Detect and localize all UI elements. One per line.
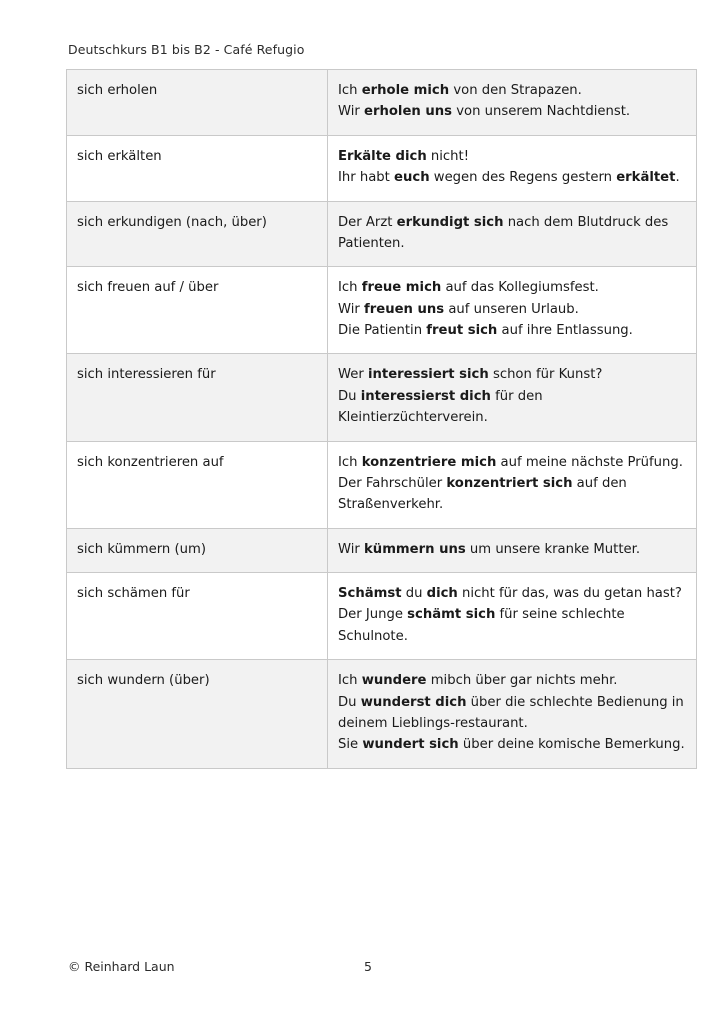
- example-text: schon für Kunst?: [488, 367, 603, 383]
- example-sentence: [338, 364, 686, 385]
- table-row: [67, 441, 697, 528]
- example-text: über deine komische Bemerkung.: [458, 737, 685, 753]
- example-sentence: [338, 80, 686, 101]
- table-row: [67, 267, 697, 354]
- example-text: auf den Straßenverkehr.: [338, 475, 627, 513]
- example-sentence: [338, 473, 686, 516]
- example-text: Du: [338, 388, 361, 404]
- example-text: für seine schlechte Schulnote.: [338, 607, 625, 644]
- example-highlight: wunderst dich: [360, 694, 467, 710]
- example-sentence: [338, 167, 686, 188]
- verb-cell: sich erholen: [67, 70, 328, 136]
- example-text: auf ihre Entlassung.: [497, 323, 633, 338]
- example-highlight: dich: [426, 586, 458, 601]
- example-text: Ihr habt: [338, 170, 395, 186]
- table-row: [67, 573, 697, 660]
- example-highlight: freue mich: [361, 280, 442, 296]
- example-highlight: kümmern uns: [364, 541, 466, 557]
- table-body: [67, 70, 697, 769]
- example-cell: [328, 135, 697, 201]
- example-highlight: freut sich: [426, 323, 498, 338]
- example-sentence: [338, 212, 686, 255]
- example-highlight: konzentriert sich: [446, 475, 573, 491]
- verb-cell: sich interessieren für: [67, 354, 328, 441]
- verb-cell: sich kümmern (um): [67, 528, 328, 572]
- table-row: [67, 528, 697, 572]
- example-highlight: interessierst dich: [360, 388, 491, 404]
- example-cell: [328, 70, 697, 136]
- example-sentence: [338, 386, 686, 429]
- table-row: [67, 201, 697, 267]
- example-text: wegen des Regens gestern: [429, 170, 617, 186]
- example-sentence: [338, 320, 686, 341]
- example-highlight: freuen uns: [364, 301, 445, 317]
- example-text: auf meine nächste Prüfung.: [496, 454, 683, 470]
- example-text: Ich: [338, 280, 362, 296]
- example-text: nicht für das, was du getan hast?: [457, 586, 682, 601]
- example-highlight: interessiert sich: [368, 367, 489, 383]
- example-sentence: [338, 583, 686, 604]
- example-text: Der Junge: [338, 607, 408, 623]
- document-header: Deutschkurs B1 bis B2 - Café Refugio: [68, 42, 305, 57]
- example-text: Wir: [338, 104, 365, 120]
- example-sentence: [338, 452, 686, 473]
- example-text: Du: [338, 694, 361, 710]
- verb-cell: sich wundern (über): [67, 660, 328, 769]
- example-text: Wer: [338, 367, 368, 383]
- example-sentence: [338, 692, 686, 735]
- example-text: Sie: [338, 737, 363, 753]
- example-cell: [328, 267, 697, 354]
- example-highlight: erkältet: [616, 170, 676, 186]
- example-sentence: [338, 539, 686, 560]
- example-text: nicht!: [426, 148, 469, 164]
- verb-cell: sich freuen auf / über: [67, 267, 328, 354]
- verb-cell: sich schämen für: [67, 573, 328, 660]
- table-row: [67, 135, 697, 201]
- example-text: für den Kleintierzüchterverein.: [338, 388, 543, 426]
- example-highlight: konzentriere mich: [361, 454, 497, 470]
- example-text: von unserem Nachtdienst.: [452, 104, 631, 120]
- example-highlight: euch: [394, 170, 430, 186]
- example-highlight: wundert sich: [362, 737, 459, 753]
- copyright-notice: © Reinhard Laun: [68, 959, 175, 974]
- example-sentence: [338, 101, 686, 122]
- table-row: [67, 354, 697, 441]
- example-highlight: erkundigt sich: [396, 214, 504, 230]
- example-text: auf das Kollegiumsfest.: [441, 280, 599, 296]
- example-text: um unsere kranke Mutter.: [465, 541, 641, 557]
- example-text: du: [401, 586, 427, 601]
- verb-cell: sich erkälten: [67, 135, 328, 201]
- example-cell: [328, 528, 697, 572]
- example-highlight: erhole mich: [361, 83, 450, 98]
- example-highlight: Erkälte dich: [338, 148, 427, 164]
- verb-cell: sich erkundigen (nach, über): [67, 201, 328, 267]
- example-sentence: [338, 734, 686, 755]
- example-text: nach dem Blutdruck des Patienten.: [338, 214, 669, 251]
- example-sentence: [338, 146, 686, 167]
- example-text: Wir: [338, 301, 365, 317]
- example-text: auf unseren Urlaub.: [444, 301, 579, 317]
- example-cell: [328, 354, 697, 441]
- verb-cell: sich konzentrieren auf: [67, 441, 328, 528]
- page-number: 5: [364, 959, 372, 974]
- example-highlight: erholen uns: [364, 104, 452, 120]
- example-text: Der Arzt: [338, 214, 397, 230]
- example-highlight: schämt sich: [407, 607, 496, 623]
- example-text: über die schlechte Bedienung in deinem Lieblings-restaurant.: [338, 694, 684, 731]
- example-cell: [328, 441, 697, 528]
- example-text: Ich: [338, 83, 362, 98]
- document-footer: [66, 959, 654, 974]
- example-cell: [328, 201, 697, 267]
- example-text: Wir: [338, 541, 365, 557]
- example-cell: [328, 660, 697, 769]
- example-highlight: wundere: [361, 673, 427, 689]
- example-text: Ich: [338, 454, 362, 470]
- example-sentence: [338, 604, 686, 647]
- example-text: Der Fahrschüler: [338, 475, 447, 491]
- example-sentence: [338, 299, 686, 320]
- reflexive-verbs-table: [66, 69, 697, 769]
- example-highlight: Schämst: [338, 586, 402, 601]
- example-cell: [328, 573, 697, 660]
- example-text: .: [675, 170, 680, 186]
- example-sentence: [338, 670, 686, 691]
- table-row: [67, 70, 697, 136]
- example-text: mibch über gar nichts mehr.: [426, 673, 618, 689]
- table-row: [67, 660, 697, 769]
- example-sentence: [338, 277, 686, 298]
- example-text: von den Strapazen.: [449, 83, 582, 98]
- example-text: Die Patientin: [338, 323, 427, 338]
- example-text: Ich: [338, 673, 362, 689]
